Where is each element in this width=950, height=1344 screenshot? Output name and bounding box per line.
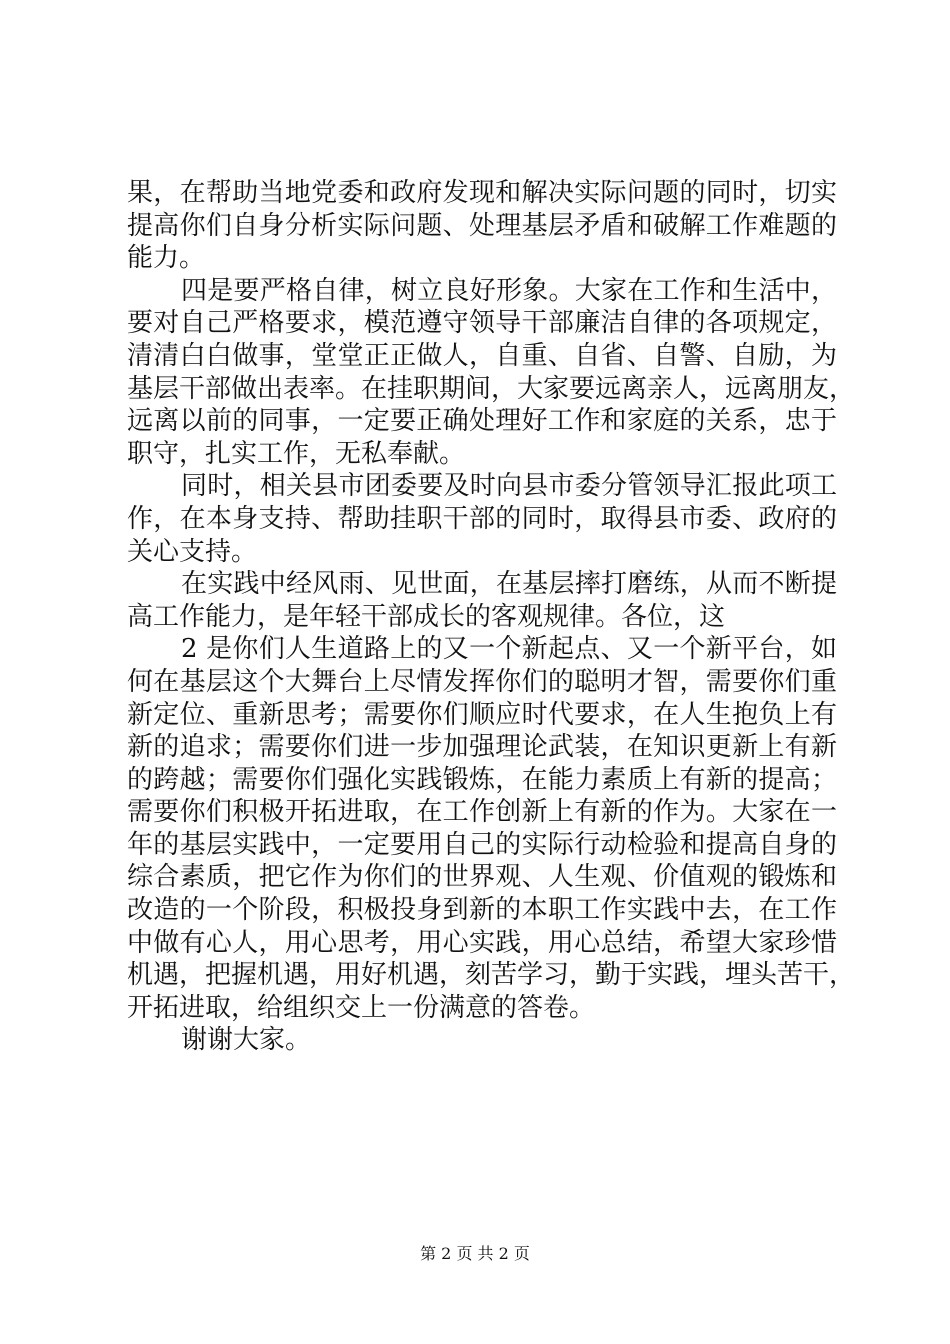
text-line: 2 是你们人生道路上的又一个新起点、又一个新平台，如 [181, 634, 837, 665]
text-line: 需要你们积极开拓进取，在工作创新上有新的作为。大家在一 [127, 797, 837, 828]
text-line: 改造的一个阶段，积极投身到新的本职工作实践中去，在工作 [127, 895, 837, 926]
text-line: 何在基层这个大舞台上尽情发挥你们的聪明才智，需要你们重 [127, 666, 837, 697]
text-line: 提高你们自身分析实际问题、处理基层矛盾和破解工作难题的 [127, 210, 837, 241]
text-line: 高工作能力，是年轻干部成长的客观规律。各位，这 [127, 601, 726, 632]
text-line: 四是要严格自律，树立良好形象。大家在工作和生活中， [181, 275, 837, 306]
text-line: 机遇，把握机遇，用好机遇，刻苦学习，勤于实践，埋头苦干， [127, 960, 856, 991]
text-line: 开拓进取，给组织交上一份满意的答卷。 [127, 992, 596, 1023]
text-line: 新定位、重新思考；需要你们顺应时代要求，在人生抱负上有 [127, 699, 837, 730]
text-line: 的跨越；需要你们强化实践锻炼，在能力素质上有新的提高； [127, 764, 837, 795]
text-line: 要对自己严格要求，模范遵守领导干部廉洁自律的各项规定， [127, 308, 837, 339]
text-line: 谢谢大家。 [181, 1025, 312, 1056]
text-line: 新的追求；需要你们进一步加强理论武装，在知识更新上有新 [127, 732, 837, 763]
text-line: 清清白白做事，堂堂正正做人，自重、自省、自警、自励，为 [127, 340, 837, 371]
text-line: 远离以前的同事，一定要正确处理好工作和家庭的关系，忠于 [127, 406, 837, 437]
text-line: 综合素质，把它作为你们的世界观、人生观、价值观的锻炼和 [127, 862, 837, 893]
text-line: 果，在帮助当地党委和政府发现和解决实际问题的同时，切实 [127, 178, 837, 208]
text-line: 在实践中经风雨、见世面，在基层摔打磨练，从而不断提 [181, 569, 837, 600]
text-line: 能力。 [127, 243, 206, 274]
text-line: 关心支持。 [127, 536, 258, 567]
text-line: 基层干部做出表率。在挂职期间，大家要远离亲人，远离朋友， [127, 373, 856, 404]
document-body [127, 177, 856, 1057]
text-line: 年的基层实践中，一定要用自己的实际行动检验和提高自身的 [127, 829, 837, 860]
text-line: 作，在本身支持、帮助挂职干部的同时，取得县市委、政府的 [127, 503, 837, 534]
text-line: 职守，扎实工作，无私奉献。 [127, 438, 466, 469]
page-footer: 第 2 页 共 2 页 [420, 1244, 530, 1263]
text-line: 中做有心人，用心思考，用心实践，用心总结，希望大家珍惜 [127, 927, 837, 958]
text-line: 同时，相关县市团委要及时向县市委分管领导汇报此项工 [181, 471, 837, 502]
